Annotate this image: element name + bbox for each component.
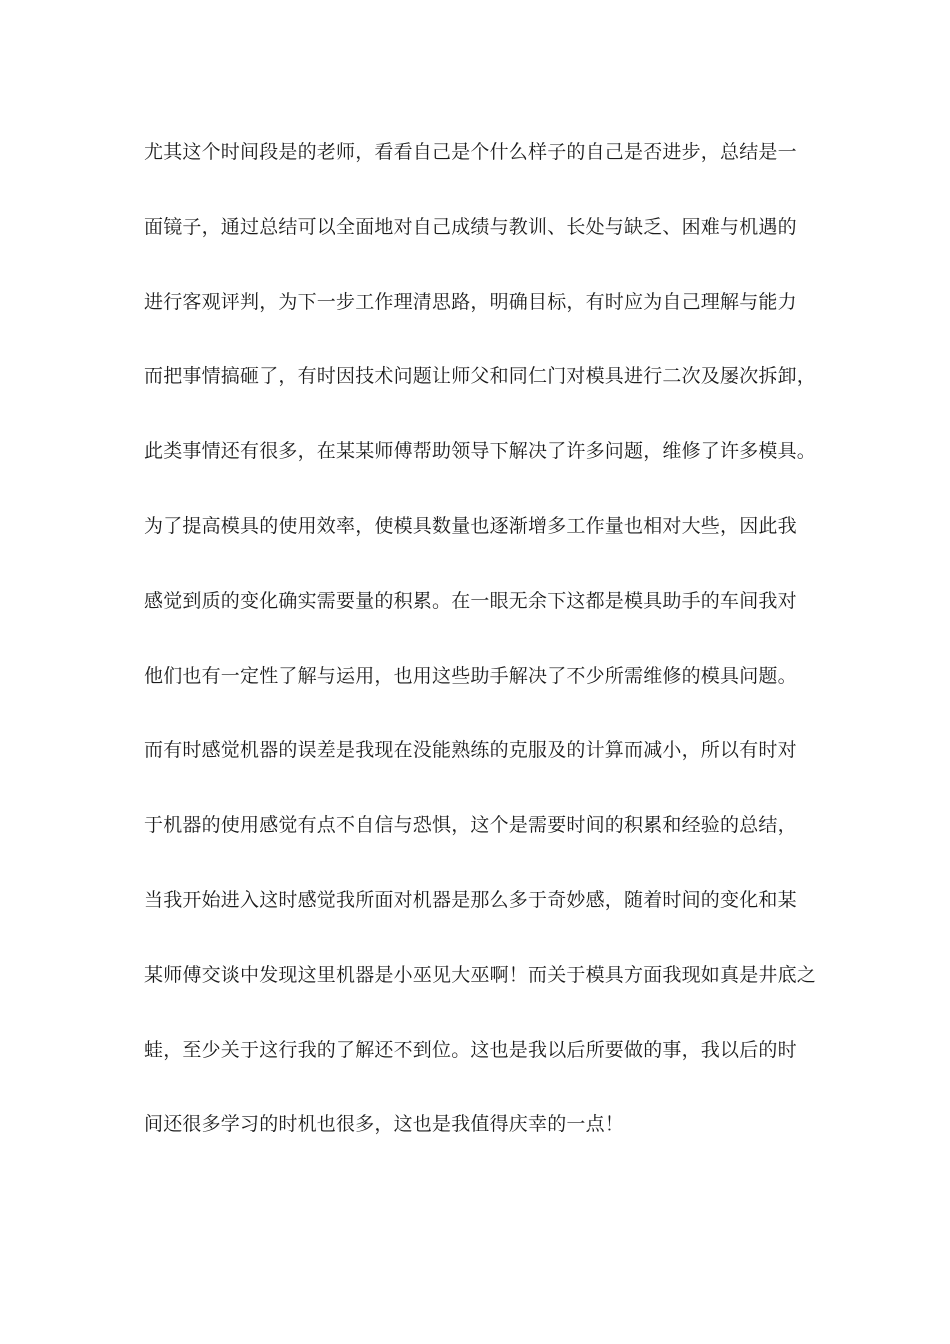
text-line: 于机器的使用感觉有点不自信与恐惧，这个是需要时间的积累和经验的总结， xyxy=(144,814,797,837)
body-paragraph xyxy=(144,134,824,1181)
text-line: 为了提高模具的使用效率，使模具数量也逐渐增多工作量也相对大些，因此我 xyxy=(144,514,797,537)
text-line: 而把事情搞砸了，有时因技术问题让师父和同仁门对模具进行二次及屡次拆卸， xyxy=(144,365,817,388)
text-line: 面镜子，通过总结可以全面地对自己成绩与教训、长处与缺乏、困难与机遇的 xyxy=(144,215,797,238)
text-line: 而有时感觉机器的误差是我现在没能熟练的克服及的计算而减小，所以有时对 xyxy=(144,739,797,762)
text-line: 蛙，至少关于这行我的了解还不到位。这也是我以后所要做的事，我以后的时 xyxy=(144,1038,797,1061)
text-line: 尤其这个时间段是的老师，看看自己是个什么样子的自己是否进步，总结是一 xyxy=(144,141,797,163)
text-line: 感觉到质的变化确实需要量的积累。在一眼无余下这都是模具助手的车间我对 xyxy=(144,589,797,612)
text-line: 进行客观评判，为下一步工作理清思路，明确目标，有时应为自己理解与能力 xyxy=(144,290,797,313)
text-line: 此类事情还有很多，在某某师傅帮助领导下解决了许多问题，维修了许多模具。 xyxy=(144,440,817,463)
text-line: 他们也有一定性了解与运用，也用这些助手解决了不少所需维修的模具问题。 xyxy=(144,664,797,687)
text-line: 当我开始进入这时感觉我所面对机器是那么多于奇妙感，随着时间的变化和某 xyxy=(144,888,797,911)
text-line: 某师傅交谈中发现这里机器是小巫见大巫啊！而关于模具方面我现如真是井底之 xyxy=(144,963,817,986)
text-line: 间还很多学习的时机也很多，这也是我值得庆幸的一点！ xyxy=(144,1113,625,1136)
